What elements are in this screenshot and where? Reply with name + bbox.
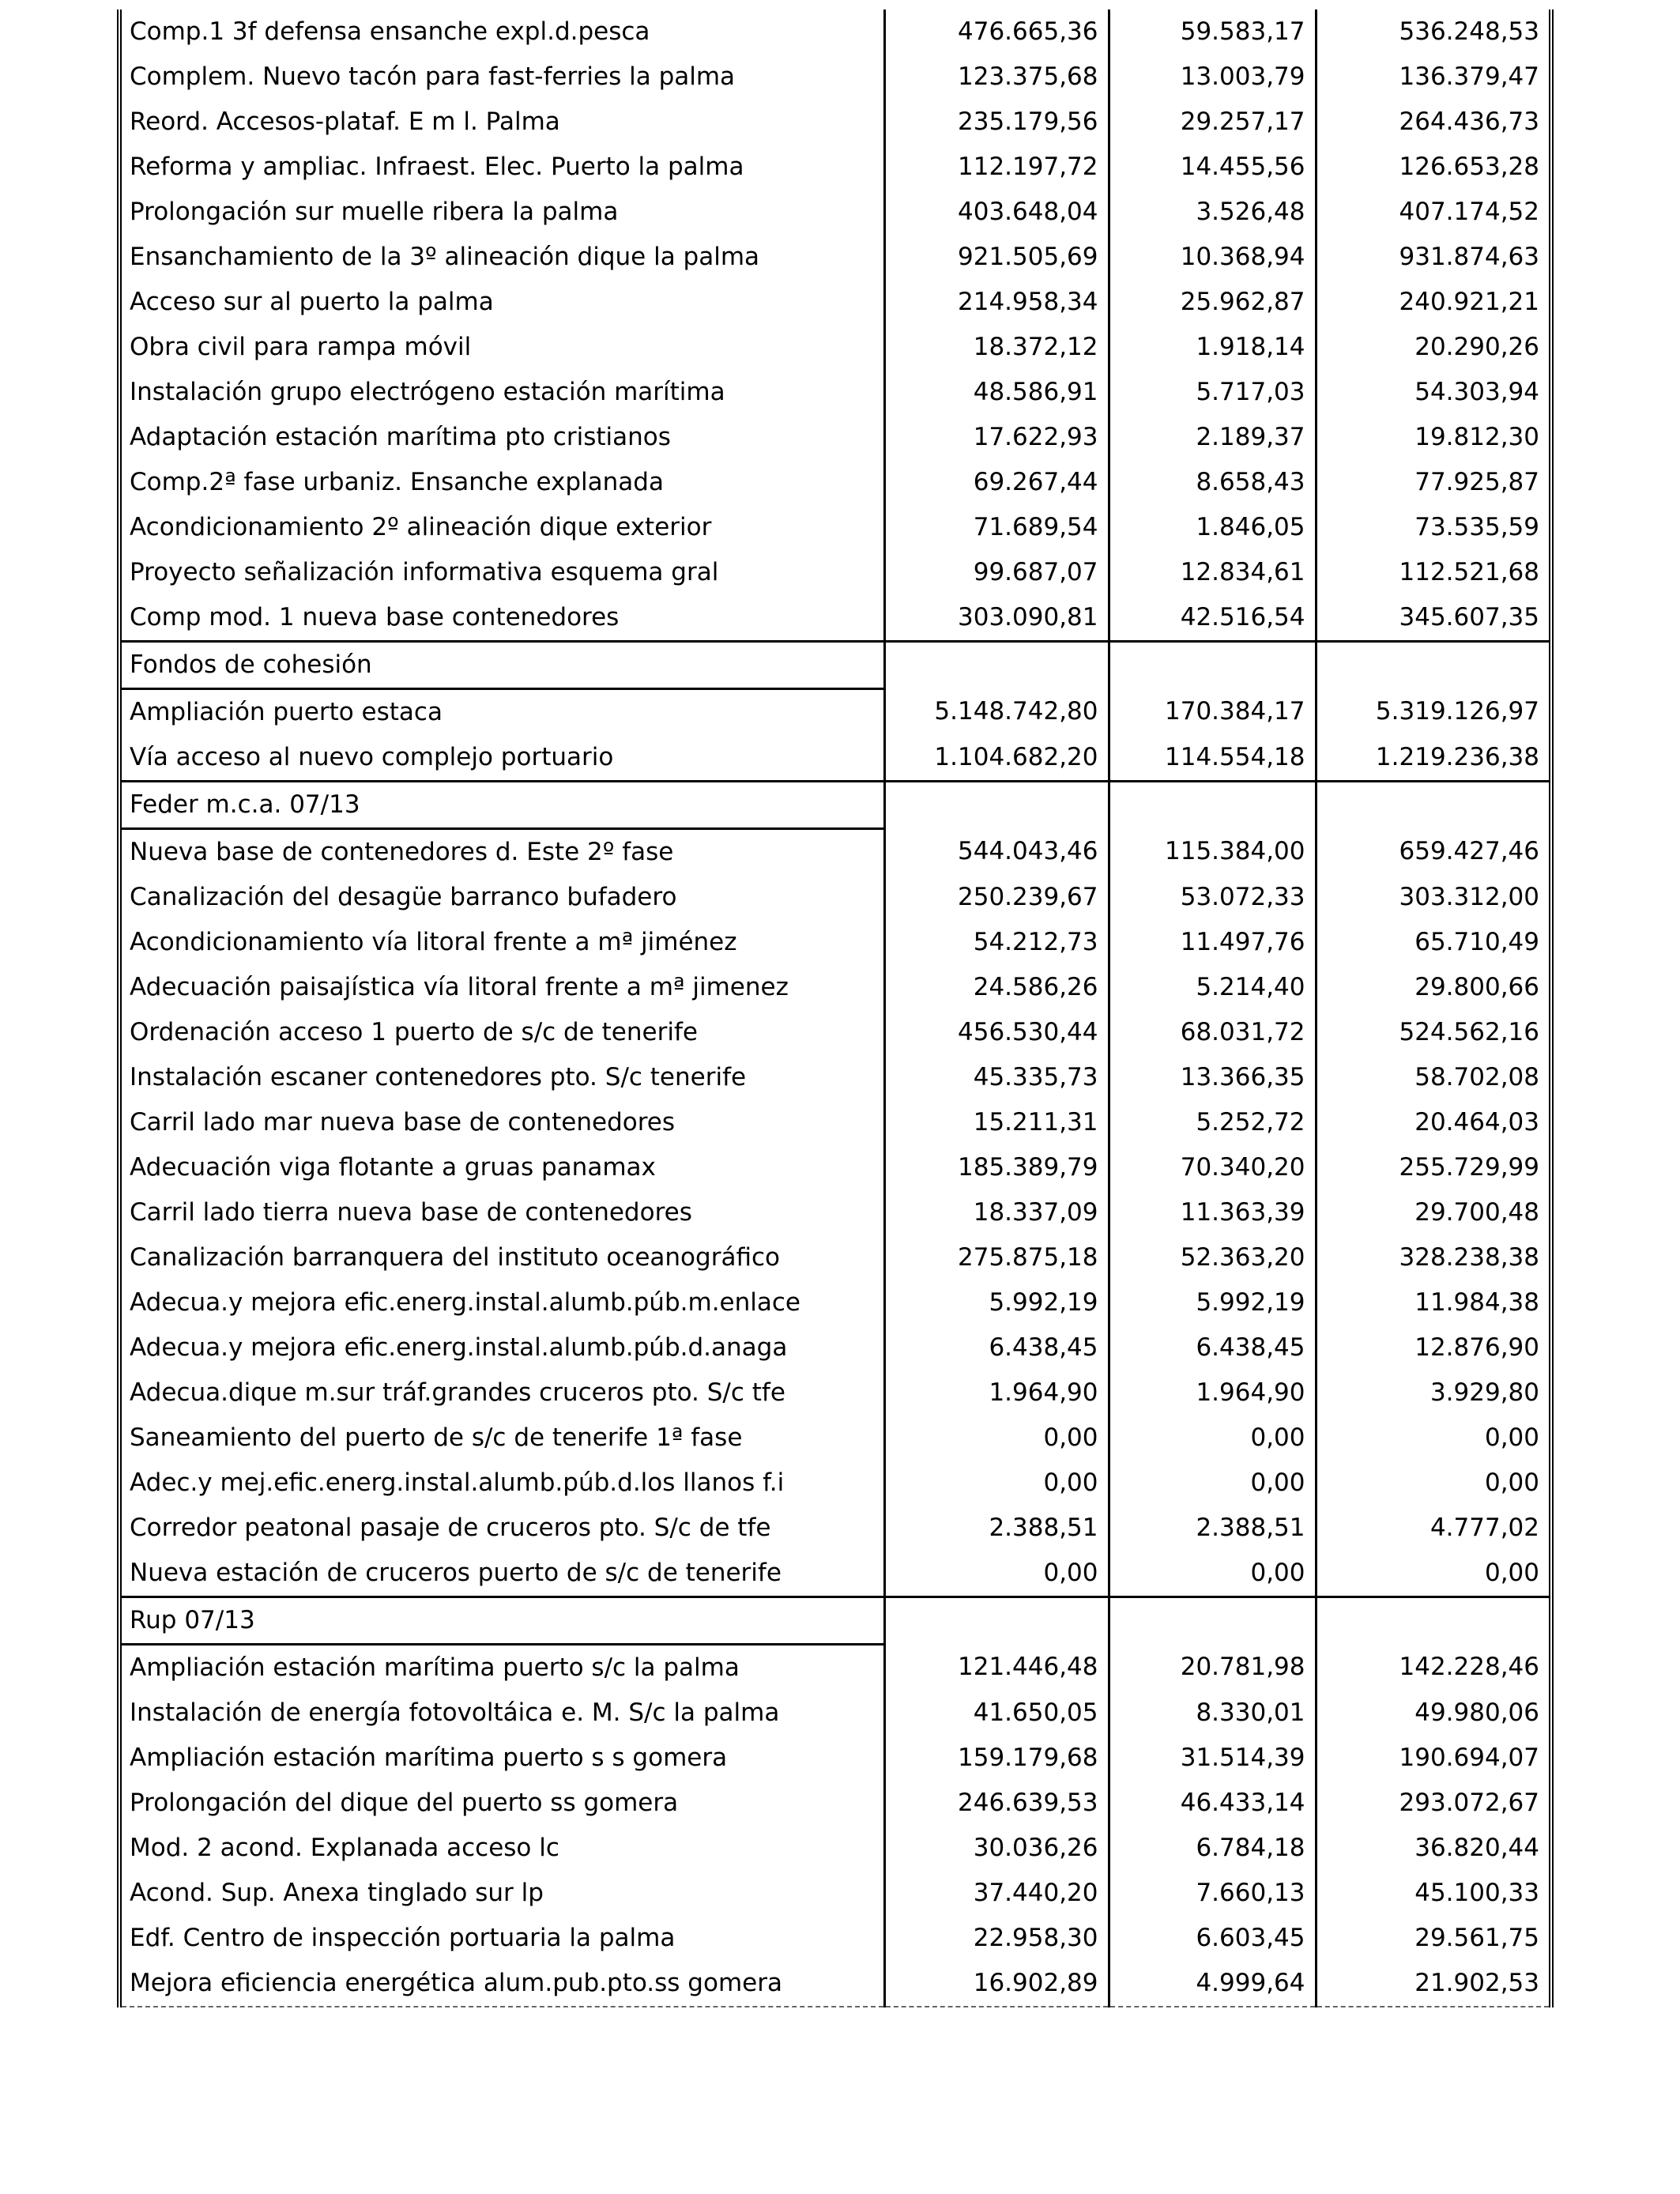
amount-cell-3: 21.902,53 <box>1316 1961 1551 2007</box>
project-description: Comp.1 3f defensa ensanche expl.d.pesca <box>130 17 650 46</box>
amount-cell-3: 264.436,73 <box>1316 100 1551 145</box>
amount-cell-3: 19.812,30 <box>1316 415 1551 460</box>
amount-cell-3: 255.729,99 <box>1316 1145 1551 1190</box>
amount-cell-3: 73.535,59 <box>1316 505 1551 550</box>
amount-cell-1: 2.388,51 <box>884 1506 1109 1551</box>
table-row <box>119 875 1551 920</box>
amount-cell-1: 54.212,73 <box>884 920 1109 965</box>
amount-cell-2: 114.554,18 <box>1109 735 1316 782</box>
amount-cell-2: 5.992,19 <box>1109 1280 1316 1325</box>
amount-cell-2: 7.660,13 <box>1109 1871 1316 1916</box>
project-description: Proyecto señalización informativa esquema gral <box>130 558 719 586</box>
amount-cell-1: 24.586,26 <box>884 965 1109 1010</box>
amount-cell-1: 185.389,79 <box>884 1145 1109 1190</box>
table-row <box>119 55 1551 100</box>
project-description: Adecua.dique m.sur tráf.grandes cruceros pto. S/c tfe <box>130 1378 785 1407</box>
project-description: Adecuación viga flotante a gruas panamax <box>130 1153 656 1182</box>
amount-cell-1: 214.958,34 <box>884 280 1109 325</box>
empty-cell <box>1109 1597 1316 1645</box>
amount-cell-3: 12.876,90 <box>1316 1325 1551 1370</box>
project-description: Reforma y ampliac. Infraest. Elec. Puerto la palma <box>130 153 744 181</box>
amount-cell-3: 136.379,47 <box>1316 55 1551 100</box>
project-description: Carril lado tierra nueva base de contenedores <box>130 1198 692 1227</box>
amount-cell-3: 536.248,53 <box>1316 9 1551 55</box>
project-description: Canalización barranquera del instituto oceanográfico <box>130 1243 780 1272</box>
amount-cell-1: 15.211,31 <box>884 1100 1109 1145</box>
empty-cell <box>1109 782 1316 829</box>
table-row <box>119 325 1551 370</box>
table-row <box>119 1325 1551 1370</box>
table-row <box>119 1055 1551 1100</box>
empty-cell <box>1316 782 1551 829</box>
section-header-row <box>119 642 1551 689</box>
amount-cell-3: 0,00 <box>1316 1416 1551 1461</box>
amount-cell-3: 190.694,07 <box>1316 1736 1551 1781</box>
amount-cell-3: 58.702,08 <box>1316 1055 1551 1100</box>
project-description: Instalación escaner contenedores pto. S/c tenerife <box>130 1063 747 1091</box>
amount-cell-3: 29.800,66 <box>1316 965 1551 1010</box>
amount-cell-2: 1.918,14 <box>1109 325 1316 370</box>
amount-cell-2: 5.252,72 <box>1109 1100 1316 1145</box>
amount-cell-1: 0,00 <box>884 1416 1109 1461</box>
amount-cell-2: 59.583,17 <box>1109 9 1316 55</box>
amount-cell-3: 524.562,16 <box>1316 1010 1551 1055</box>
amount-cell-2: 0,00 <box>1109 1416 1316 1461</box>
project-description: Prolongación del dique del puerto ss gomera <box>130 1789 679 1817</box>
amount-cell-2: 42.516,54 <box>1109 595 1316 642</box>
amount-cell-1: 303.090,81 <box>884 595 1109 642</box>
section-header-row <box>119 782 1551 829</box>
table-row <box>119 1551 1551 1597</box>
project-description: Corredor peatonal pasaje de cruceros pto. S/c de tfe <box>130 1514 771 1542</box>
amount-cell-1: 246.639,53 <box>884 1781 1109 1826</box>
project-description: Acondicionamiento vía litoral frente a mª jiménez <box>130 928 737 956</box>
table-row <box>119 190 1551 235</box>
empty-cell <box>1316 642 1551 689</box>
table-row <box>119 1506 1551 1551</box>
amount-cell-2: 8.658,43 <box>1109 460 1316 505</box>
amount-cell-2: 5.717,03 <box>1109 370 1316 415</box>
project-description: Adaptación estación marítima pto cristianos <box>130 423 671 451</box>
amount-cell-1: 37.440,20 <box>884 1871 1109 1916</box>
amount-cell-2: 14.455,56 <box>1109 145 1316 190</box>
amount-cell-2: 68.031,72 <box>1109 1010 1316 1055</box>
table-row <box>119 595 1551 642</box>
amount-cell-1: 18.372,12 <box>884 325 1109 370</box>
amount-cell-1: 544.043,46 <box>884 829 1109 876</box>
table-row <box>119 1010 1551 1055</box>
table-row <box>119 1280 1551 1325</box>
project-description: Mod. 2 acond. Explanada acceso lc <box>130 1834 559 1862</box>
amount-cell-2: 1.964,90 <box>1109 1370 1316 1416</box>
table-row <box>119 1190 1551 1235</box>
amount-cell-2: 6.603,45 <box>1109 1916 1316 1961</box>
project-description: Reord. Accesos-plataf. E m l. Palma <box>130 107 560 136</box>
amount-cell-3: 0,00 <box>1316 1551 1551 1597</box>
amount-cell-2: 53.072,33 <box>1109 875 1316 920</box>
project-description: Ampliación estación marítima puerto s s gomera <box>130 1744 728 1772</box>
amount-cell-2: 11.497,76 <box>1109 920 1316 965</box>
amount-cell-1: 250.239,67 <box>884 875 1109 920</box>
amount-cell-1: 921.505,69 <box>884 235 1109 280</box>
project-description: Acceso sur al puerto la palma <box>130 288 494 316</box>
project-description: Nueva base de contenedores d. Este 2º fase <box>130 838 674 866</box>
amount-cell-2: 11.363,39 <box>1109 1190 1316 1235</box>
amount-cell-3: 5.319.126,97 <box>1316 689 1551 736</box>
table-row <box>119 965 1551 1010</box>
amount-cell-3: 142.228,46 <box>1316 1645 1551 1691</box>
amount-cell-3: 303.312,00 <box>1316 875 1551 920</box>
amount-cell-3: 45.100,33 <box>1316 1871 1551 1916</box>
amount-cell-2: 13.366,35 <box>1109 1055 1316 1100</box>
amount-cell-1: 45.335,73 <box>884 1055 1109 1100</box>
table-row <box>119 689 1551 736</box>
section-header-row <box>119 1597 1551 1645</box>
project-description: Ampliación puerto estaca <box>130 698 443 726</box>
empty-cell <box>1316 1597 1551 1645</box>
amount-cell-2: 12.834,61 <box>1109 550 1316 595</box>
table-row <box>119 1871 1551 1916</box>
amount-cell-1: 5.148.742,80 <box>884 689 1109 736</box>
amount-cell-2: 20.781,98 <box>1109 1645 1316 1691</box>
project-description: Adecua.y mejora efic.energ.instal.alumb.púb.d.anaga <box>130 1333 788 1362</box>
amount-cell-1: 159.179,68 <box>884 1736 1109 1781</box>
amount-cell-3: 20.290,26 <box>1316 325 1551 370</box>
table-row <box>119 460 1551 505</box>
table-row <box>119 235 1551 280</box>
amount-cell-2: 52.363,20 <box>1109 1235 1316 1280</box>
project-description: Complem. Nuevo tacón para fast-ferries la palma <box>130 62 736 91</box>
amount-cell-1: 0,00 <box>884 1461 1109 1506</box>
project-description: Adecua.y mejora efic.energ.instal.alumb.púb.m.enlace <box>130 1288 800 1317</box>
amount-cell-3: 65.710,49 <box>1316 920 1551 965</box>
project-description: Obra civil para rampa móvil <box>130 333 472 361</box>
amount-cell-2: 29.257,17 <box>1109 100 1316 145</box>
amount-cell-1: 5.992,19 <box>884 1280 1109 1325</box>
project-description: Vía acceso al nuevo complejo portuario <box>119 735 884 782</box>
amount-cell-3: 407.174,52 <box>1316 190 1551 235</box>
table-row <box>119 1736 1551 1781</box>
amount-cell-1: 112.197,72 <box>884 145 1109 190</box>
amount-cell-1: 18.337,09 <box>884 1190 1109 1235</box>
project-description: Ordenación acceso 1 puerto de s/c de tenerife <box>130 1018 698 1046</box>
amount-cell-1: 456.530,44 <box>884 1010 1109 1055</box>
amount-cell-2: 8.330,01 <box>1109 1691 1316 1736</box>
amount-cell-2: 2.189,37 <box>1109 415 1316 460</box>
amount-cell-1: 41.650,05 <box>884 1691 1109 1736</box>
table-row <box>119 1235 1551 1280</box>
amount-cell-2: 2.388,51 <box>1109 1506 1316 1551</box>
amount-cell-2: 0,00 <box>1109 1461 1316 1506</box>
project-description: Instalación grupo electrógeno estación marítima <box>130 378 725 406</box>
amount-cell-3: 0,00 <box>1316 1461 1551 1506</box>
amount-cell-1: 1.104.682,20 <box>884 735 1109 782</box>
section-title: Feder m.c.a. 07/13 <box>119 782 884 829</box>
amount-cell-1: 1.964,90 <box>884 1370 1109 1416</box>
amount-cell-1: 403.648,04 <box>884 190 1109 235</box>
amount-cell-3: 328.238,38 <box>1316 1235 1551 1280</box>
empty-cell <box>1109 642 1316 689</box>
amount-cell-3: 36.820,44 <box>1316 1826 1551 1871</box>
table-row <box>119 100 1551 145</box>
project-description: Adec.y mej.efic.energ.instal.alumb.púb.d.los llanos f.i <box>130 1468 785 1497</box>
project-description: Adecuación paisajística vía litoral frente a mª jimenez <box>130 973 789 1001</box>
amount-cell-2: 25.962,87 <box>1109 280 1316 325</box>
amount-cell-2: 13.003,79 <box>1109 55 1316 100</box>
amount-cell-1: 99.687,07 <box>884 550 1109 595</box>
empty-cell <box>884 782 1109 829</box>
amount-cell-3: 49.980,06 <box>1316 1691 1551 1736</box>
amount-cell-2: 115.384,00 <box>1109 829 1316 876</box>
table-row <box>119 1145 1551 1190</box>
project-description: Ensanchamiento de la 3º alineación dique la palma <box>130 243 760 271</box>
amount-cell-3: 11.984,38 <box>1316 1280 1551 1325</box>
amount-cell-2: 46.433,14 <box>1109 1781 1316 1826</box>
amount-cell-2: 10.368,94 <box>1109 235 1316 280</box>
amount-cell-2: 1.846,05 <box>1109 505 1316 550</box>
amount-cell-1: 6.438,45 <box>884 1325 1109 1370</box>
project-description: Comp.2ª fase urbaniz. Ensanche explanada <box>130 468 664 496</box>
table-row <box>119 1100 1551 1145</box>
amount-cell-1: 22.958,30 <box>884 1916 1109 1961</box>
amount-cell-1: 275.875,18 <box>884 1235 1109 1280</box>
amount-cell-3: 126.653,28 <box>1316 145 1551 190</box>
amount-cell-1: 30.036,26 <box>884 1826 1109 1871</box>
project-description: Mejora eficiencia energética alum.pub.pto.ss gomera <box>130 1969 782 1997</box>
project-description: Prolongación sur muelle ribera la palma <box>130 198 619 226</box>
amount-cell-2: 0,00 <box>1109 1551 1316 1597</box>
amount-cell-2: 31.514,39 <box>1109 1736 1316 1781</box>
amount-cell-2: 6.784,18 <box>1109 1826 1316 1871</box>
amount-cell-2: 3.526,48 <box>1109 190 1316 235</box>
table-row <box>119 550 1551 595</box>
table-row <box>119 1961 1551 2007</box>
table-row <box>119 9 1551 55</box>
empty-cell <box>884 1597 1109 1645</box>
amount-cell-2: 4.999,64 <box>1109 1961 1316 2007</box>
table-row <box>119 1370 1551 1416</box>
amount-cell-3: 29.700,48 <box>1316 1190 1551 1235</box>
amount-cell-3: 240.921,21 <box>1316 280 1551 325</box>
amount-cell-3: 20.464,03 <box>1316 1100 1551 1145</box>
amount-cell-3: 931.874,63 <box>1316 235 1551 280</box>
amount-cell-3: 4.777,02 <box>1316 1506 1551 1551</box>
amount-cell-3: 29.561,75 <box>1316 1916 1551 1961</box>
amount-cell-1: 16.902,89 <box>884 1961 1109 2007</box>
project-description: Canalización del desagüe barranco bufadero <box>130 883 677 911</box>
amount-cell-1: 48.586,91 <box>884 370 1109 415</box>
table-row <box>119 920 1551 965</box>
amount-cell-1: 121.446,48 <box>884 1645 1109 1691</box>
amount-cell-3: 77.925,87 <box>1316 460 1551 505</box>
project-description: Ampliación estación marítima puerto s/c la palma <box>130 1653 740 1682</box>
amount-cell-2: 70.340,20 <box>1109 1145 1316 1190</box>
table-row <box>119 1826 1551 1871</box>
project-description: Acondicionamiento 2º alineación dique exterior <box>130 513 712 541</box>
table-row <box>119 415 1551 460</box>
section-title: Rup 07/13 <box>119 1597 884 1645</box>
amount-cell-1: 235.179,56 <box>884 100 1109 145</box>
table-row <box>119 1781 1551 1826</box>
project-description: Comp mod. 1 nueva base contenedores <box>119 595 884 642</box>
table-body <box>119 9 1551 2007</box>
table-row <box>119 1691 1551 1736</box>
amount-cell-1: 476.665,36 <box>884 9 1109 55</box>
section-title: Fondos de cohesión <box>119 642 884 689</box>
amount-cell-1: 17.622,93 <box>884 415 1109 460</box>
empty-cell <box>884 642 1109 689</box>
table-row <box>119 1916 1551 1961</box>
amount-cell-3: 293.072,67 <box>1316 1781 1551 1826</box>
project-description: Edf. Centro de inspección portuaria la palma <box>130 1924 676 1952</box>
amount-cell-3: 112.521,68 <box>1316 550 1551 595</box>
amount-cell-1: 123.375,68 <box>884 55 1109 100</box>
table-row <box>119 145 1551 190</box>
amount-cell-3: 345.607,35 <box>1316 595 1551 642</box>
project-description: Nueva estación de cruceros puerto de s/c de tenerife <box>119 1551 884 1597</box>
amount-cell-3: 3.929,80 <box>1316 1370 1551 1416</box>
table-row <box>119 280 1551 325</box>
table-row <box>119 505 1551 550</box>
investment-table <box>117 9 1554 2007</box>
table-row <box>119 1416 1551 1461</box>
amount-cell-1: 71.689,54 <box>884 505 1109 550</box>
table-row <box>119 1645 1551 1691</box>
table-row <box>119 370 1551 415</box>
amount-cell-2: 170.384,17 <box>1109 689 1316 736</box>
project-description: Carril lado mar nueva base de contenedores <box>130 1108 676 1137</box>
table-row <box>119 1461 1551 1506</box>
amount-cell-1: 69.267,44 <box>884 460 1109 505</box>
project-description: Saneamiento del puerto de s/c de tenerife 1ª fase <box>130 1423 743 1452</box>
amount-cell-1: 0,00 <box>884 1551 1109 1597</box>
amount-cell-2: 5.214,40 <box>1109 965 1316 1010</box>
project-description: Acond. Sup. Anexa tinglado sur lp <box>130 1879 544 1907</box>
table-row <box>119 735 1551 782</box>
table-row <box>119 829 1551 876</box>
amount-cell-3: 54.303,94 <box>1316 370 1551 415</box>
amount-cell-3: 659.427,46 <box>1316 829 1551 876</box>
amount-cell-2: 6.438,45 <box>1109 1325 1316 1370</box>
project-description: Instalación de energía fotovoltáica e. M. S/c la palma <box>130 1698 780 1727</box>
amount-cell-3: 1.219.236,38 <box>1316 735 1551 782</box>
